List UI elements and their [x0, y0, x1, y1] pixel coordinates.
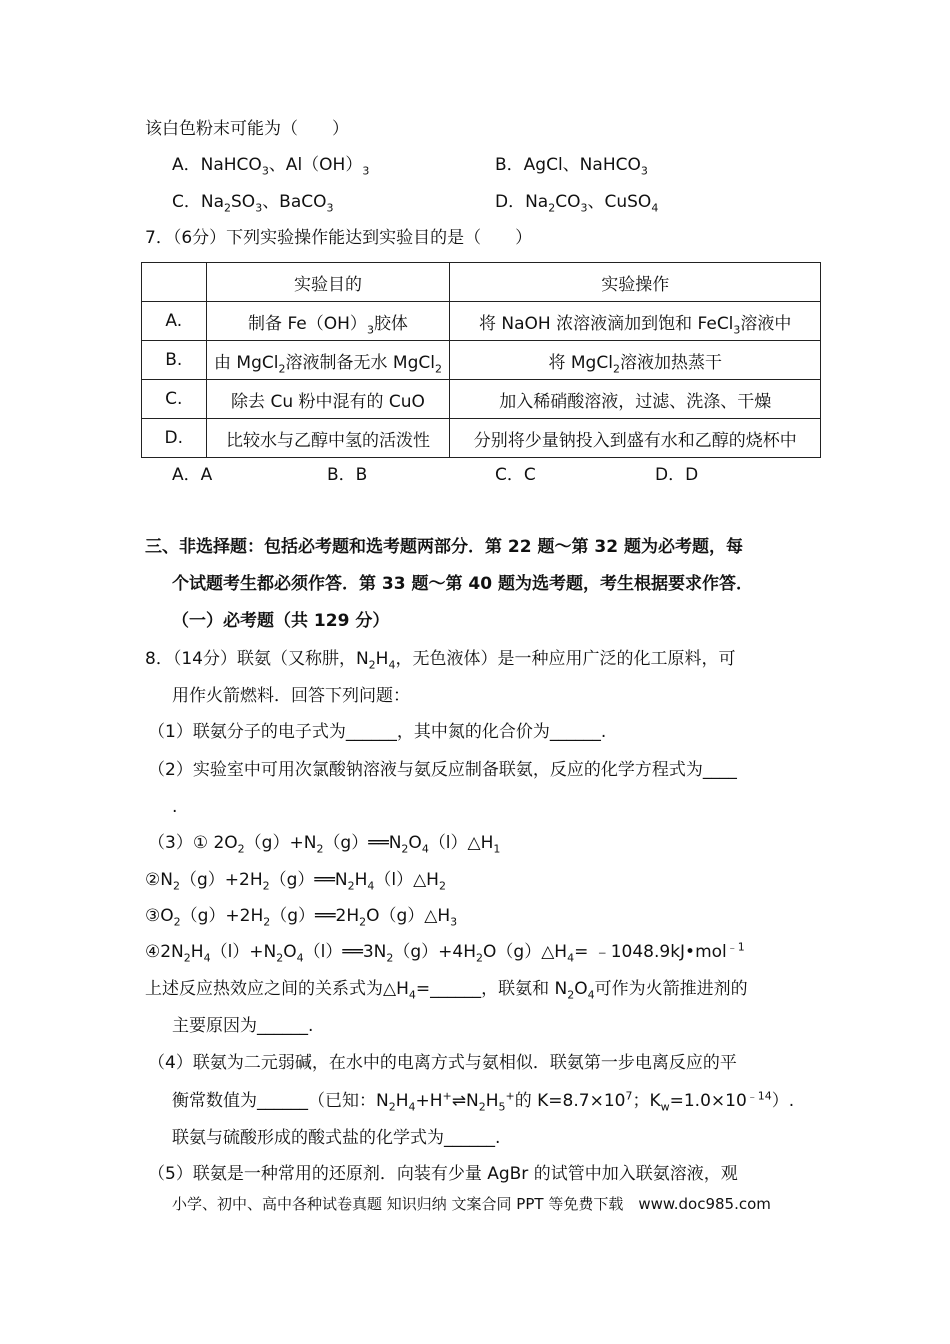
q8-stem-line1: 8．（14分）联氨（又称肼，$N_2H_4$，无色液体）是一种应用广泛的化工原料，可 — [145, 649, 736, 672]
row-operation: 加入稀硝酸溶液，过滤、洗涤、干燥 — [450, 380, 821, 419]
table-header-empty — [142, 263, 207, 302]
q8-part5-line1: （5）联氨是一种常用的还原剂．向装有少量 AgBr 的试管中加入联氨溶液，观 — [148, 1164, 738, 1184]
row-label: A. — [142, 302, 207, 341]
q8-part2-line2: . — [172, 797, 178, 817]
row-operation: 分别将少量钠投入到盛有水和乙醇的烧杯中 — [450, 419, 821, 458]
row-purpose: 除去 Cu 粉中混有的 CuO — [206, 380, 450, 419]
q8-stem-line2: 用作火箭燃料．回答下列问题： — [172, 686, 410, 706]
experiment-table — [141, 262, 821, 458]
table-header-operation: 实验操作 — [450, 263, 821, 302]
table-row — [142, 302, 821, 341]
row-purpose: 比较水与乙醇中氢的活泼性 — [206, 419, 450, 458]
q7-answer-c: C．C — [495, 465, 536, 485]
q8-part1: （1）联氨分子的电子式为______，其中氮的化合价为______. — [148, 722, 607, 742]
page-footer: 小学、初中、高中各种试卷真题 知识归纳 文案合同 PPT 等免费下载 www.doc985.com — [172, 1195, 771, 1213]
table-header-purpose: 实验目的 — [206, 263, 450, 302]
row-operation: 将 MgCl$_2$溶液加热蒸干 — [450, 341, 821, 380]
row-purpose: 制备 $Fe(OH)_3$胶体 — [206, 302, 450, 341]
q7-answer-b: B．B — [327, 465, 368, 485]
equation-1: （3）① $2O_2(g)+N_2(g)══N_2O_4(l)\triangle H_1$ — [148, 833, 501, 856]
equation-4: $④2N_2H_4(l)+N_2O_4(l)══3N_2(g)+4H_2O(g)\triangle H_4=$ ﹣1048.9kJ•mol$^{﹣1}$ — [145, 940, 745, 965]
row-label: B. — [142, 341, 207, 380]
table-row — [142, 380, 821, 419]
q8-part3-line2: 主要原因为______. — [172, 1016, 314, 1036]
q8-part2-line1: （2）实验室中可用次氯酸钠溶液与氨反应制备联氨，反应的化学方程式为____ — [148, 760, 737, 780]
q8-part4-line2: 衡常数值为______（已知：$N_2H_4+H^+\rightleftharpoons N_2H_5^+$的 $K=8.7\times 10^7$；$K_w=1.0\times 10^{﹣14}$）. — [172, 1089, 795, 1114]
section3-heading-line2: 个试题考生都必须作答．第 33 题～第 40 题为选考题，考生根据要求作答． — [172, 574, 753, 594]
table-row — [142, 341, 821, 380]
section3-subtitle: （一）必考题（共 129 分） — [172, 611, 390, 631]
row-operation: 将 NaOH 浓溶液滴加到饱和 FeCl$_3$溶液中 — [450, 302, 821, 341]
q8-part3-line1: 上述反应热效应之间的关系式为$\triangle H_4=\_\_\_\_\_\_$，联氨和 $N_2O_4$可作为火箭推进剂的 — [145, 979, 748, 1002]
q6-stem: 该白色粉末可能为（ ） — [145, 119, 349, 139]
q6-option-a: A．NaHCO$_3$、$Al(OH)_3$ — [172, 155, 370, 178]
q7-answer-a: A．A — [172, 465, 213, 485]
table-header-row — [142, 263, 821, 302]
q8-part4-line3: 联氨与硫酸形成的酸式盐的化学式为______. — [172, 1128, 501, 1148]
q6-option-b: B．AgCl、NaHCO$_3$ — [495, 155, 648, 178]
table-row — [142, 419, 821, 458]
q7-stem: 7．（6分）下列实验操作能达到实验目的是（ ） — [145, 228, 533, 248]
row-label: D. — [142, 419, 207, 458]
row-purpose: 由 MgCl$_2$溶液制备无水 MgCl$_2$ — [206, 341, 450, 380]
q8-part4-line1: （4）联氨为二元弱碱，在水中的电离方式与氨相似．联氨第一步电离反应的平 — [148, 1053, 737, 1073]
q7-answer-d: D．D — [655, 465, 699, 485]
q6-option-c: C．$Na_2SO_3$、BaCO$_3$ — [172, 192, 334, 215]
section3-heading-line1: 三、非选择题：包括必考题和选考题两部分．第 22 题～第 32 题为必考题，每 — [145, 537, 743, 557]
equation-2: $②N_2(g)+2H_2(g)══N_2H_4(l)\triangle H_2$ — [145, 870, 446, 893]
row-label: C. — [142, 380, 207, 419]
equation-3: $③O_2(g)+2H_2(g)══2H_2O(g)\triangle H_3$ — [145, 906, 458, 929]
q6-option-d: D．$Na_2CO_3$、CuSO$_4$ — [495, 192, 659, 215]
